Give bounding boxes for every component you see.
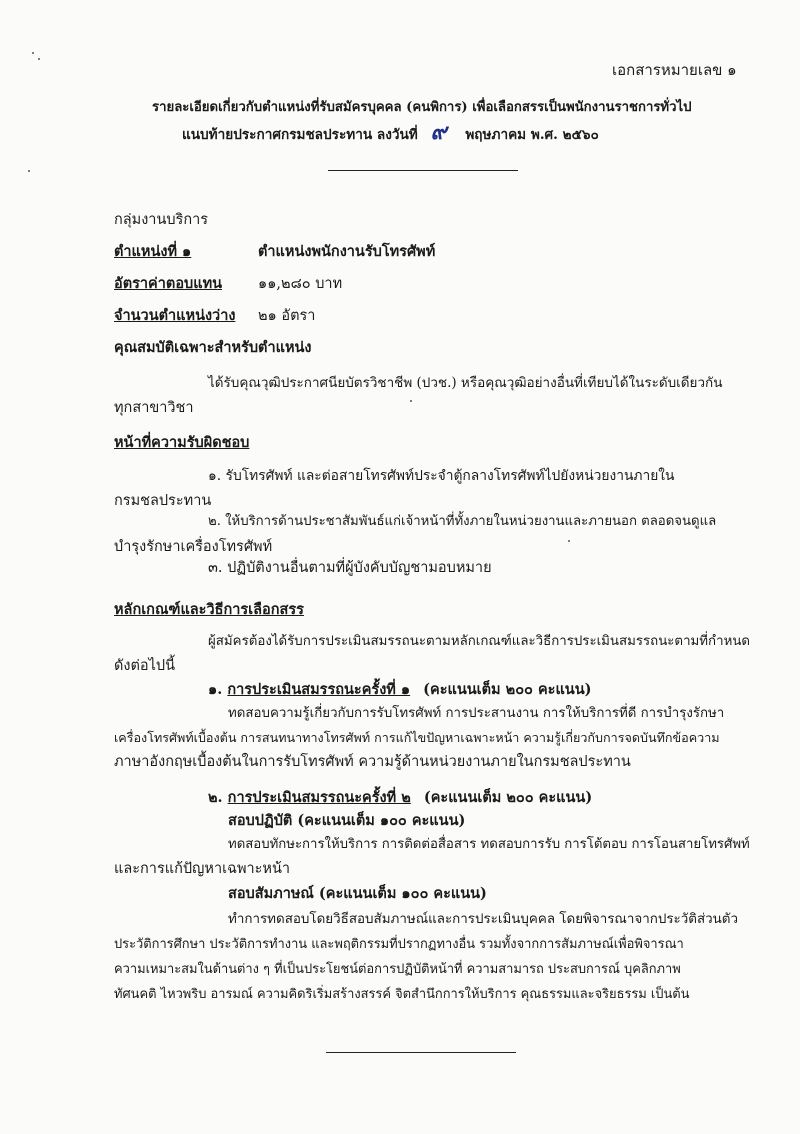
interview-text: ทำการทดสอบโดยวิธีสอบสัมภาษณ์และการประเมินบุคคล โดยพิจารณาจากประวัติส่วนตัว: [228, 912, 739, 927]
duty-item-2: ๒. ให้บริการด้านประชาสัมพันธ์แก่เจ้าหน้าที่ทั้งภายในหน่วยงานและภายนอก ตลอดจนดูแล: [208, 514, 717, 529]
scan-speck: [28, 170, 30, 172]
title-date-suffix: พฤษภาคม พ.ศ. ๒๕๖๐: [465, 127, 599, 143]
work-group: กลุ่มงานบริการ: [114, 212, 209, 228]
selection-intro-cont: ดังต่อไปนี้: [114, 658, 176, 674]
selection-intro: ผู้สมัครต้องได้รับการประเมินสมรรถนะตามหลักเกณฑ์และวิธีการประเมินสมรรถนะตามที่กำหนด: [208, 634, 751, 649]
round-1-text: เครื่องโทรศัพท์เบื้องต้น การสนทนาทางโทรศัพท์ การแก้ไขปัญหาเฉพาะหน้า ความรู้เกี่ยวกับการจดบันทึกข้อความ: [114, 730, 720, 745]
header-divider: [328, 170, 518, 171]
interview-title: สอบสัมภาษณ์ (คะแนนเต็ม ๑๐๐ คะแนน): [228, 885, 487, 902]
round-2-score: (คะแนนเต็ม ๒๐๐ คะแนน): [423, 789, 593, 806]
interview-text: ประวัติการศึกษา ประวัติการทำงาน และพฤติกรรมที่ปรากฏทางอื่น รวมทั้งจากการสัมภาษณ์เพื่อพิจารณา: [114, 937, 684, 952]
document-title-line1: รายละเอียดเกี่ยวกับตำแหน่งที่รับสมัครบุคคล (คนพิการ) เพื่อเลือกสรรเป็นพนักงานราชการทั่วไป: [152, 100, 692, 115]
interview-text: ความเหมาะสมในด้านต่าง ๆ ที่เป็นประโยชน์ต่อการปฏิบัติหน้าที่ ความสามารถ ประสบการณ์ บุคลิกภาพ: [114, 962, 681, 977]
duty-item-1-cont: กรมชลประทาน: [114, 493, 212, 509]
round-1-header: [208, 680, 591, 700]
scan-speck: [568, 540, 570, 542]
scan-speck: [38, 58, 40, 60]
round-2-header: [208, 788, 592, 808]
practical-exam-text: ทดสอบทักษะการให้บริการ การติดต่อสื่อสาร ทดสอบการรับ การโต้ตอบ การโอนสายโทรศัพท์: [228, 837, 750, 852]
scan-speck: [410, 400, 412, 402]
duty-item-2-cont: บำรุงรักษาเครื่องโทรศัพท์: [114, 539, 273, 555]
position-number-label: ตำแหน่งที่ ๑: [114, 243, 192, 260]
scan-speck: [32, 52, 34, 54]
position-title: ตำแหน่งพนักงานรับโทรศัพท์: [258, 243, 436, 260]
document-title-line2: [182, 120, 599, 145]
interview-text: ทัศนคติ ไหวพริบ อารมณ์ ความคิดริเริ่มสร้างสรรค์ จิตสำนึกการให้บริการ คุณธรรมและจริยธรรม เป็นต้น: [114, 987, 690, 1002]
practical-exam-title: สอบปฏิบัติ (คะแนนเต็ม ๑๐๐ คะแนน): [228, 812, 466, 829]
vacancy-value: ๒๑ อัตรา: [258, 308, 316, 324]
practical-exam-text: และการแก้ปัญหาเฉพาะหน้า: [114, 861, 291, 877]
handwritten-day: ๙: [430, 120, 447, 145]
document-reference: เอกสารหมายเลข ๑: [612, 61, 737, 79]
qualifications-text: ได้รับคุณวุฒิประกาศนียบัตรวิชาชีพ (ปวช.) หรือคุณวุฒิอย่างอื่นที่เทียบได้ในระดับเดียวกัน: [208, 375, 723, 391]
footer-divider: [326, 1052, 516, 1053]
duties-heading: หน้าที่ความรับผิดชอบ: [114, 434, 250, 451]
duty-item-1: ๑. รับโทรศัพท์ และต่อสายโทรศัพท์ประจำตู้กลางโทรศัพท์ไปยังหน่วยงานภายใน: [208, 468, 675, 484]
qualifications-text: ทุกสาขาวิชา: [114, 400, 194, 416]
selection-heading: หลักเกณฑ์และวิธีการเลือกสรร: [114, 601, 304, 618]
round-2-number: ๒.: [208, 789, 223, 806]
round-1-text: ภาษาอังกฤษเบื้องต้นในการรับโทรศัพท์ ความรู้ด้านหน่วยงานภายในกรมชลประทาน: [114, 754, 631, 770]
round-1-number: ๑.: [208, 681, 223, 698]
vacancy-label: จำนวนตำแหน่งว่าง: [114, 307, 236, 324]
salary-value: ๑๑,๒๘๐ บาท: [258, 276, 343, 292]
round-1-text: ทดสอบความรู้เกี่ยวกับการรับโทรศัพท์ การประสานงาน การให้บริการที่ดี การบำรุงรักษา: [228, 706, 725, 721]
title-date-prefix: แนบท้ายประกาศกรมชลประทาน ลงวันที่: [182, 127, 418, 143]
round-1-score: (คะแนนเต็ม ๒๐๐ คะแนน): [423, 681, 592, 698]
round-1-title: การประเมินสมรรถนะครั้งที่ ๑: [227, 681, 411, 698]
round-2-title: การประเมินสมรรถนะครั้งที่ ๒: [227, 789, 411, 806]
salary-label: อัตราค่าตอบแทน: [114, 275, 223, 292]
duty-item-3: ๓. ปฏิบัติงานอื่นตามที่ผู้บังคับบัญชามอบหมาย: [208, 560, 492, 576]
qualifications-heading: คุณสมบัติเฉพาะสำหรับตำแหน่ง: [114, 339, 312, 356]
